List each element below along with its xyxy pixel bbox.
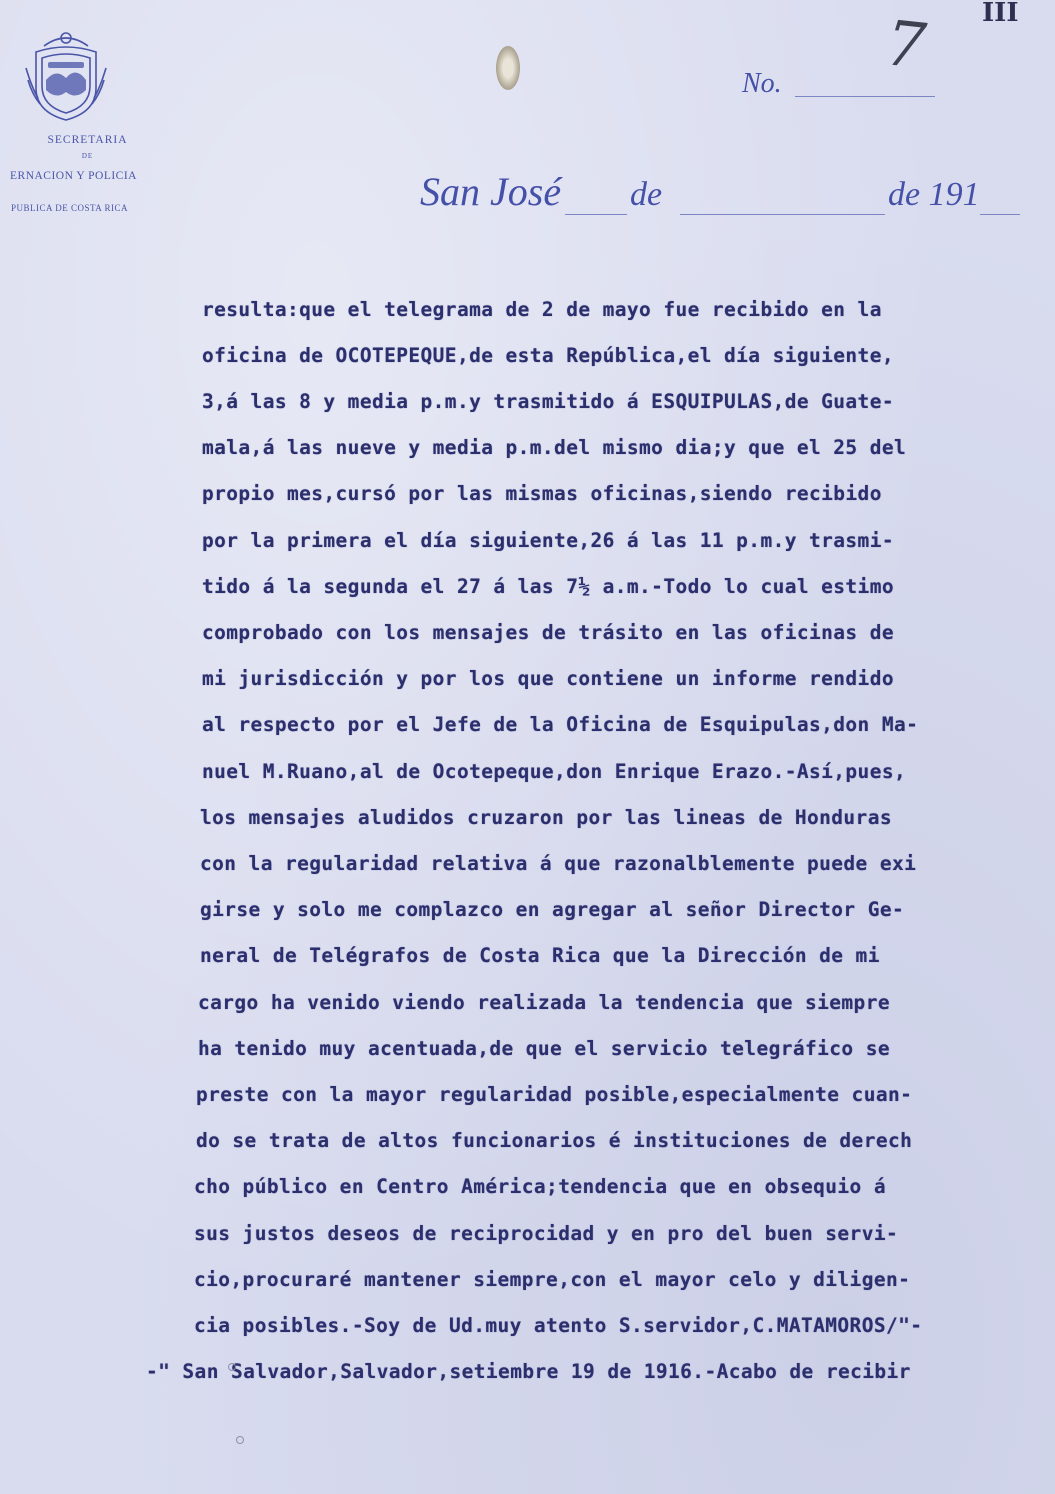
paper-stain bbox=[236, 1436, 244, 1444]
punch-hole bbox=[496, 46, 520, 90]
date-de-label: de bbox=[630, 176, 663, 213]
date-line bbox=[565, 214, 627, 215]
text-line: 3,á las 8 y media p.m.y trasmitido á ESQUIPULAS,de Guate- bbox=[202, 390, 894, 413]
text-line: -" San Salvador,Salvador,setiembre 19 de 1916.-Acabo de recibir bbox=[146, 1360, 911, 1383]
office-name-line1: SECRETARIA bbox=[47, 134, 128, 146]
office-name-line3: ERNACION Y POLICIA bbox=[10, 170, 137, 182]
handwritten-number: 7 bbox=[882, 6, 930, 83]
office-name-line4: PUBLICA DE COSTA RICA bbox=[10, 203, 129, 213]
text-line: ha tenido muy acentuada,de que el servicio telegráfico se bbox=[198, 1037, 890, 1060]
text-line: mi jurisdicción y por los que contiene un informe rendido bbox=[202, 667, 894, 690]
text-line: neral de Telégrafos de Costa Rica que la Dirección de mi bbox=[200, 944, 880, 967]
text-line: cia posibles.-Soy de Ud.muy atento S.servidor,C.MATAMOROS/"- bbox=[194, 1314, 923, 1337]
number-underline bbox=[795, 96, 935, 97]
text-line: preste con la mayor regularidad posible,especialmente cuan- bbox=[196, 1083, 913, 1106]
year-label: de 191 bbox=[888, 176, 980, 213]
text-line: do se trata de altos funcionarios é instituciones de derech bbox=[196, 1129, 913, 1152]
date-line bbox=[680, 214, 885, 215]
text-line: oficina de OCOTEPEQUE,de esta República,el día siguiente, bbox=[202, 344, 894, 367]
text-line: girse y solo me complazco en agregar al señor Director Ge- bbox=[200, 898, 905, 921]
place-name: San José bbox=[420, 169, 562, 214]
date-line bbox=[980, 214, 1020, 215]
text-line: sus justos deseos de reciprocidad y en pro del buen servi- bbox=[194, 1222, 899, 1245]
page-mark: III bbox=[982, 0, 1019, 28]
text-line: con la regularidad relativa á que razonalblemente puede exi bbox=[200, 852, 917, 875]
text-line: cargo ha venido viendo realizada la tendencia que siempre bbox=[198, 991, 890, 1014]
text-line: los mensajes aludidos cruzaron por las lineas de Honduras bbox=[200, 806, 892, 829]
text-line: nuel M.Ruano,al de Ocotepeque,don Enrique Erazo.-Así,pues, bbox=[202, 760, 907, 783]
text-line: al respecto por el Jefe de la Oficina de Esquipulas,don Ma- bbox=[202, 713, 919, 736]
text-line: propio mes,cursó por las mismas oficinas,siendo recibido bbox=[202, 482, 882, 505]
text-line: por la primera el día siguiente,26 á las 11 p.m.y trasmi- bbox=[202, 529, 894, 552]
text-line: cio,procuraré mantener siempre,con el mayor celo y diligen- bbox=[194, 1268, 911, 1291]
paper-stain bbox=[228, 1363, 236, 1371]
text-line: mala,á las nueve y media p.m.del mismo dia;y que el 25 del bbox=[202, 436, 907, 459]
coat-of-arms-seal bbox=[22, 28, 110, 124]
text-line: comprobado con los mensajes de trásito en las oficinas de bbox=[202, 621, 894, 644]
number-label: No. bbox=[742, 68, 782, 99]
text-line: cho público en Centro América;tendencia que en obsequio á bbox=[194, 1175, 886, 1198]
text-line: tido á la segunda el 27 á las 7½ a.m.-Todo lo cual estimo bbox=[202, 575, 894, 598]
text-line: resulta:que el telegrama de 2 de mayo fue recibido en la bbox=[202, 298, 882, 321]
office-name-line2: DE bbox=[81, 152, 94, 160]
